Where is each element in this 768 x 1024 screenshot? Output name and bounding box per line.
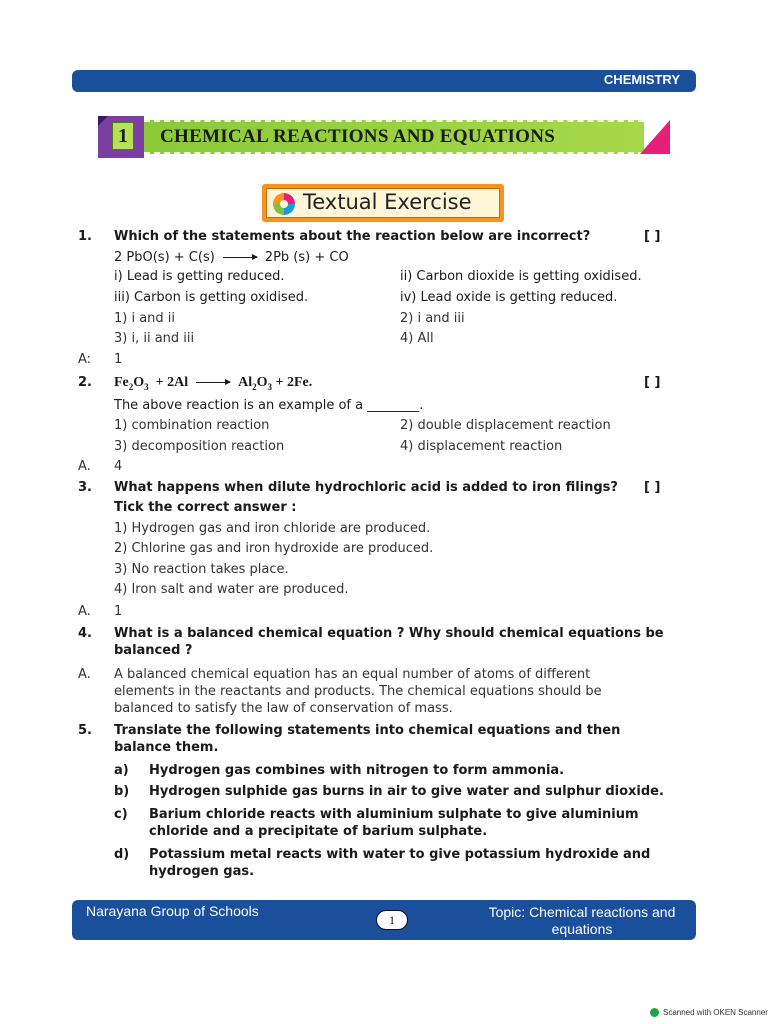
q4-answer-line-1: A balanced chemical equation has an equal number of atoms of different xyxy=(114,667,591,682)
q4-answer-line-2: elements in the reactants and products. The chemical equations should be xyxy=(114,684,602,699)
q1-statement-3: iii) Carbon is getting oxidised. xyxy=(114,290,309,305)
q3-answer: 1 xyxy=(114,604,123,619)
q2-answer-bracket: [ ] xyxy=(644,375,661,390)
school-name: Narayana Group of Schools xyxy=(86,903,259,919)
section-title: Textual Exercise xyxy=(303,190,472,214)
q1-number: 1. xyxy=(78,229,92,244)
reaction-arrow-icon xyxy=(196,382,230,383)
subject-label: CHEMISTRY xyxy=(603,72,680,87)
q5-part-c-label: c) xyxy=(114,807,128,822)
q2-question: The above reaction is an example of a ________. xyxy=(114,398,424,413)
q1-statement-2: ii) Carbon dioxide is getting oxidised. xyxy=(400,269,642,284)
q2-equation: $Fe_2O_3 + 2Al$ $Al_2O_3 + 2Fe$. xyxy=(114,375,313,392)
q1-answer-label: A: xyxy=(78,352,92,367)
q2-option-1: 1) combination reaction xyxy=(114,418,270,433)
q5-part-b-label: b) xyxy=(114,784,130,799)
q3-answer-bracket: [ ] xyxy=(644,480,661,495)
chapter-title: CHEMICAL REACTIONS AND EQUATIONS xyxy=(160,126,556,147)
q3-option-2: 2) Chlorine gas and iron hydroxide are produced. xyxy=(114,541,434,556)
q5-part-a-label: a) xyxy=(114,763,129,778)
q5-part-d-line-2: hydrogen gas. xyxy=(149,864,255,879)
q1-option-3: 3) i, ii and iii xyxy=(114,331,195,346)
q4-question-line-2: balanced ? xyxy=(114,643,193,658)
q2-answer-label: A. xyxy=(78,459,91,474)
q5-part-c-line-2: chloride and a precipitate of barium sulphate. xyxy=(149,824,488,839)
q1-equation: 2 PbO(s) + C(s) 2Pb (s) + CO xyxy=(114,250,349,265)
q5-part-b: Hydrogen sulphide gas burns in air to give water and sulphur dioxide. xyxy=(149,784,664,799)
chapter-number: 1 xyxy=(112,122,134,150)
scanner-logo-icon xyxy=(650,1008,659,1017)
q2-option-2: 2) double displacement reaction xyxy=(400,418,611,433)
q1-option-1: 1) i and ii xyxy=(114,311,176,326)
q1-answer: 1 xyxy=(114,352,123,367)
banner-corner-decoration xyxy=(640,120,670,154)
section-heading xyxy=(262,184,504,222)
q3-instruction: Tick the correct answer : xyxy=(114,500,297,515)
chapter-banner xyxy=(98,116,670,158)
q5-part-d-label: d) xyxy=(114,847,130,862)
q2-answer: 4 xyxy=(114,459,123,474)
q3-question: What happens when dilute hydrochloric acid is added to iron filings? xyxy=(114,480,618,495)
q2-option-3: 3) decomposition reaction xyxy=(114,439,285,454)
q1-question: Which of the statements about the reaction below are incorrect? xyxy=(114,229,591,244)
page-footer xyxy=(72,900,696,940)
q1-option-2: 2) i and iii xyxy=(400,311,465,326)
page-number: 1 xyxy=(376,910,408,930)
q5-question-line-1: Translate the following statements into chemical equations and then xyxy=(114,723,621,738)
q2-option-4: 4) displacement reaction xyxy=(400,439,563,454)
swirl-logo-icon xyxy=(273,193,295,215)
q4-answer-line-3: balanced to satisfy the law of conservation of mass. xyxy=(114,701,453,716)
q3-option-1: 1) Hydrogen gas and iron chloride are produced. xyxy=(114,521,431,536)
q3-answer-label: A. xyxy=(78,604,91,619)
footer-topic: Topic: Chemical reactions and equations xyxy=(488,904,676,937)
q5-part-a: Hydrogen gas combines with nitrogen to form ammonia. xyxy=(149,763,565,778)
chapter-number-box xyxy=(98,116,144,158)
q5-part-d-line-1: Potassium metal reacts with water to give potassium hydroxide and xyxy=(149,847,651,862)
q5-part-c-line-1: Barium chloride reacts with aluminium sulphate to give aluminium xyxy=(149,807,639,822)
q1-option-4: 4) All xyxy=(400,331,434,346)
q1-statement-4: iv) Lead oxide is getting reduced. xyxy=(400,290,618,305)
subject-header-bar xyxy=(72,70,696,92)
scanner-watermark: Scanned with OKEN Scanner xyxy=(650,1008,768,1017)
q1-answer-bracket: [ ] xyxy=(644,229,661,244)
q4-number: 4. xyxy=(78,626,92,641)
q3-option-4: 4) Iron salt and water are produced. xyxy=(114,582,349,597)
q4-answer-label: A. xyxy=(78,667,91,682)
chapter-title-band xyxy=(144,120,644,154)
q3-number: 3. xyxy=(78,480,92,495)
reaction-arrow-icon xyxy=(223,257,257,258)
q4-question-line-1: What is a balanced chemical equation ? Why should chemical equations be xyxy=(114,626,664,641)
q5-number: 5. xyxy=(78,723,92,738)
q5-question-line-2: balance them. xyxy=(114,740,219,755)
q2-number: 2. xyxy=(78,375,92,390)
q3-option-3: 3) No reaction takes place. xyxy=(114,562,289,577)
q1-statement-1: i) Lead is getting reduced. xyxy=(114,269,285,284)
